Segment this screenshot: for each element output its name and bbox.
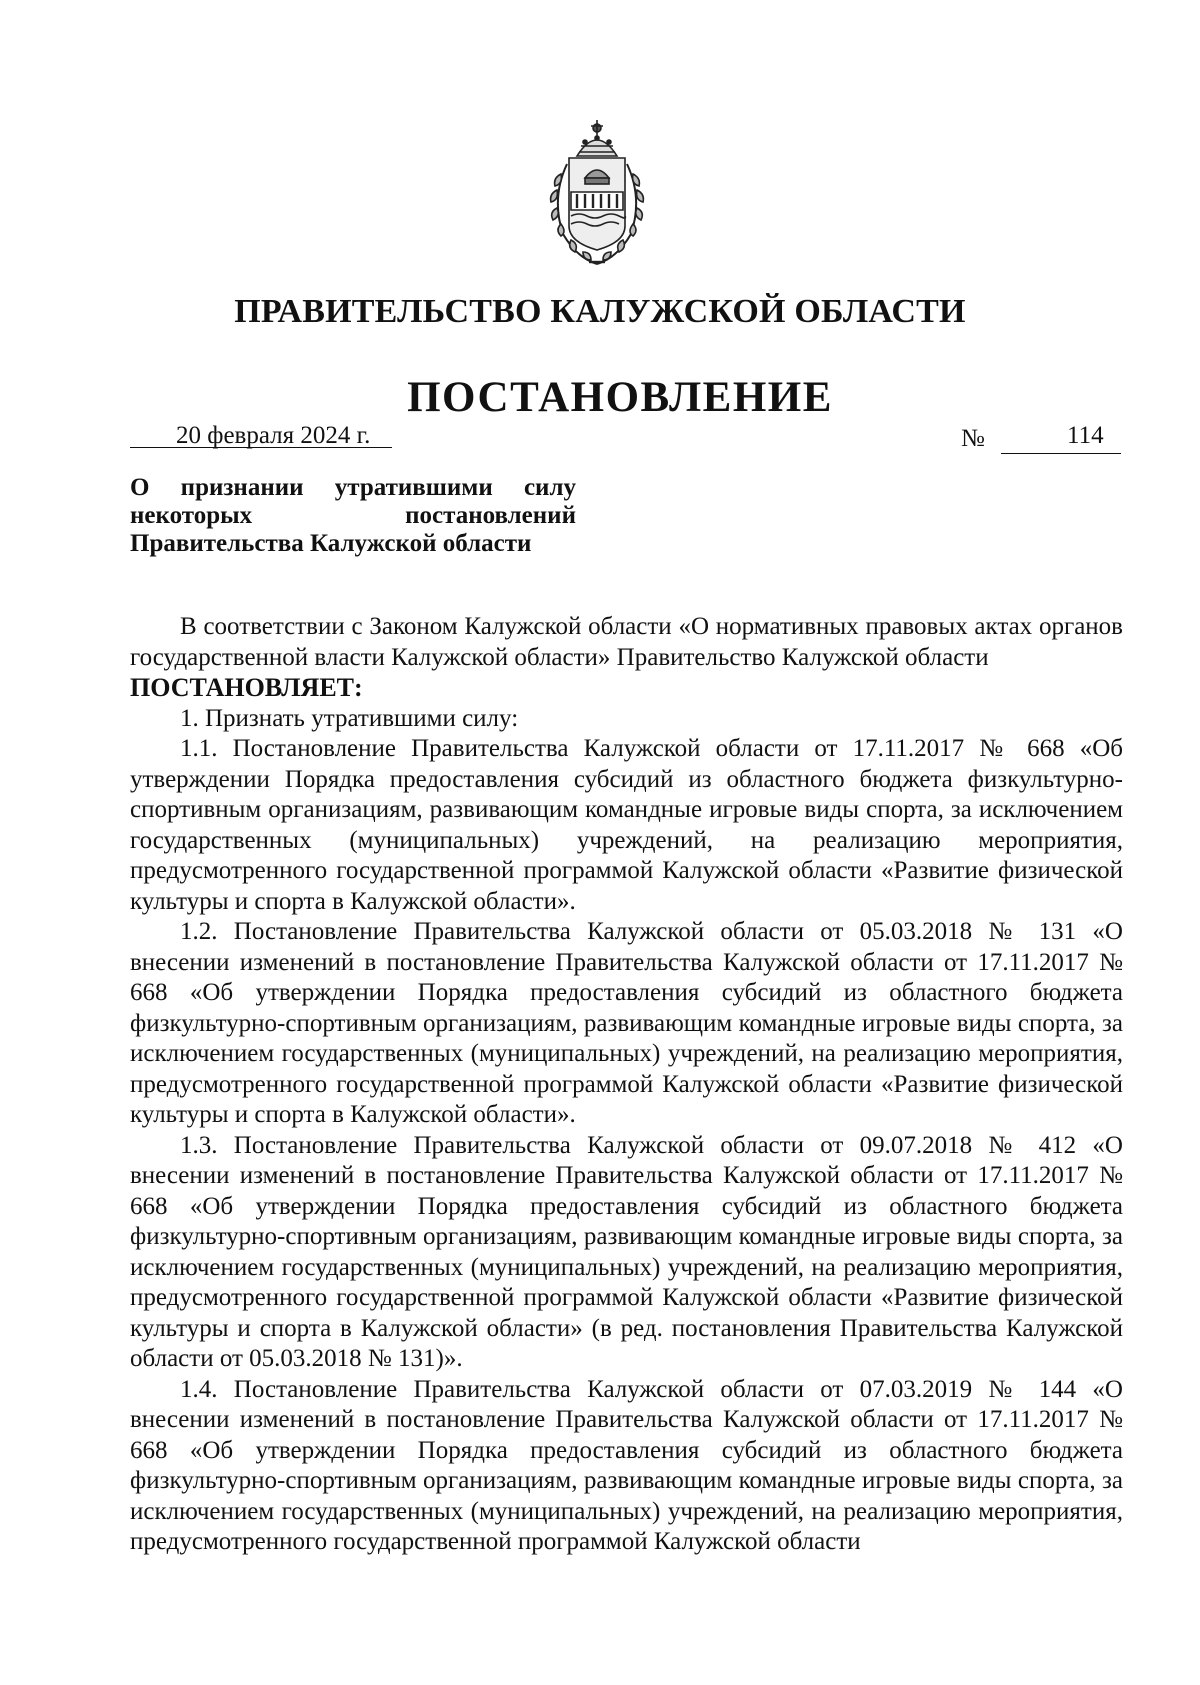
document-number: 114 [1067, 422, 1104, 449]
item-1: 1. Признать утратившими силу: [180, 704, 519, 732]
item-1-1: 1.1. Постановление Правительства Калужской области от 17.11.2017 № 668 «Об утверждении Порядка предоставления субсидий из областного бюджета физкультурно-спортивным организациям, развивающим командные игровые виды спорта, за исключением государственных (муниципальных) учреждений, на реализацию мероприятия, предусмотренного государственной программой Калужской области «Развитие физической культуры и спорта в Калужской области». [130, 735, 1123, 915]
subject-line: О признании утратившими силу [130, 474, 576, 501]
resolves-heading: ПОСТАНОВЛЯЕТ: [130, 673, 363, 702]
preamble-paragraph: В соответствии с Законом Калужской области «О нормативных правовых актах органов государственной власти Калужской области» Правительство Калужской области [130, 613, 1123, 671]
item-1-2: 1.2. Постановление Правительства Калужской области от 05.03.2018 № 131 «О внесении изменений в постановление Правительства Калужской области от 17.11.2017 № 668 «Об утверждении Порядка предоставления субсидий из областного бюджета физкультурно-спортивным организациям, развивающим командные игровые виды спорта, за исключением государственных (муниципальных) учреждений, на реализацию мероприятия, предусмотренного государственной программой Калужской области «Развитие физической культуры и спорта в Калужской области». [130, 918, 1123, 1128]
document-type-title: ПОСТАНОВЛЕНИЕ [407, 374, 833, 421]
number-sign: № [961, 425, 985, 452]
item-1-4: 1.4. Постановление Правительства Калужской области от 07.03.2019 № 144 «О внесении изменений в постановление Правительства Калужской области от 17.11.2017 № 668 «Об утверждении Порядка предоставления субсидий из областного бюджета физкультурно-спортивным организациям, развивающим командные игровые виды спорта, за исключением государственных (муниципальных) учреждений, на реализацию мероприятия, предусмотренного государственной программой Калужской области [130, 1375, 1123, 1555]
document-body [130, 612, 1123, 1558]
number-underline [1001, 453, 1121, 454]
subject-line: некоторых постановлений [130, 502, 576, 529]
kaluga-coat-of-arms-icon [539, 118, 655, 268]
document-date: 20 февраля 2024 г. [176, 422, 371, 449]
document-subject [130, 474, 576, 558]
date-underline [130, 447, 392, 448]
organization-title: ПРАВИТЕЛЬСТВО КАЛУЖСКОЙ ОБЛАСТИ [234, 293, 966, 330]
item-1-3: 1.3. Постановление Правительства Калужской области от 09.07.2018 № 412 «О внесении изменений в постановление Правительства Калужской области от 17.11.2017 № 668 «Об утверждении Порядка предоставления субсидий из областного бюджета физкультурно-спортивным организациям, развивающим командные игровые виды спорта, за исключением государственных (муниципальных) учреждений, на реализацию мероприятия, предусмотренного государственной программой Калужской области «Развитие физической культуры и спорта в Калужской области» (в ред. постановления Правительства Калужской области от 05.03.2018 № 131)». [130, 1131, 1123, 1372]
subject-line: Правительства Калужской области [130, 530, 532, 557]
